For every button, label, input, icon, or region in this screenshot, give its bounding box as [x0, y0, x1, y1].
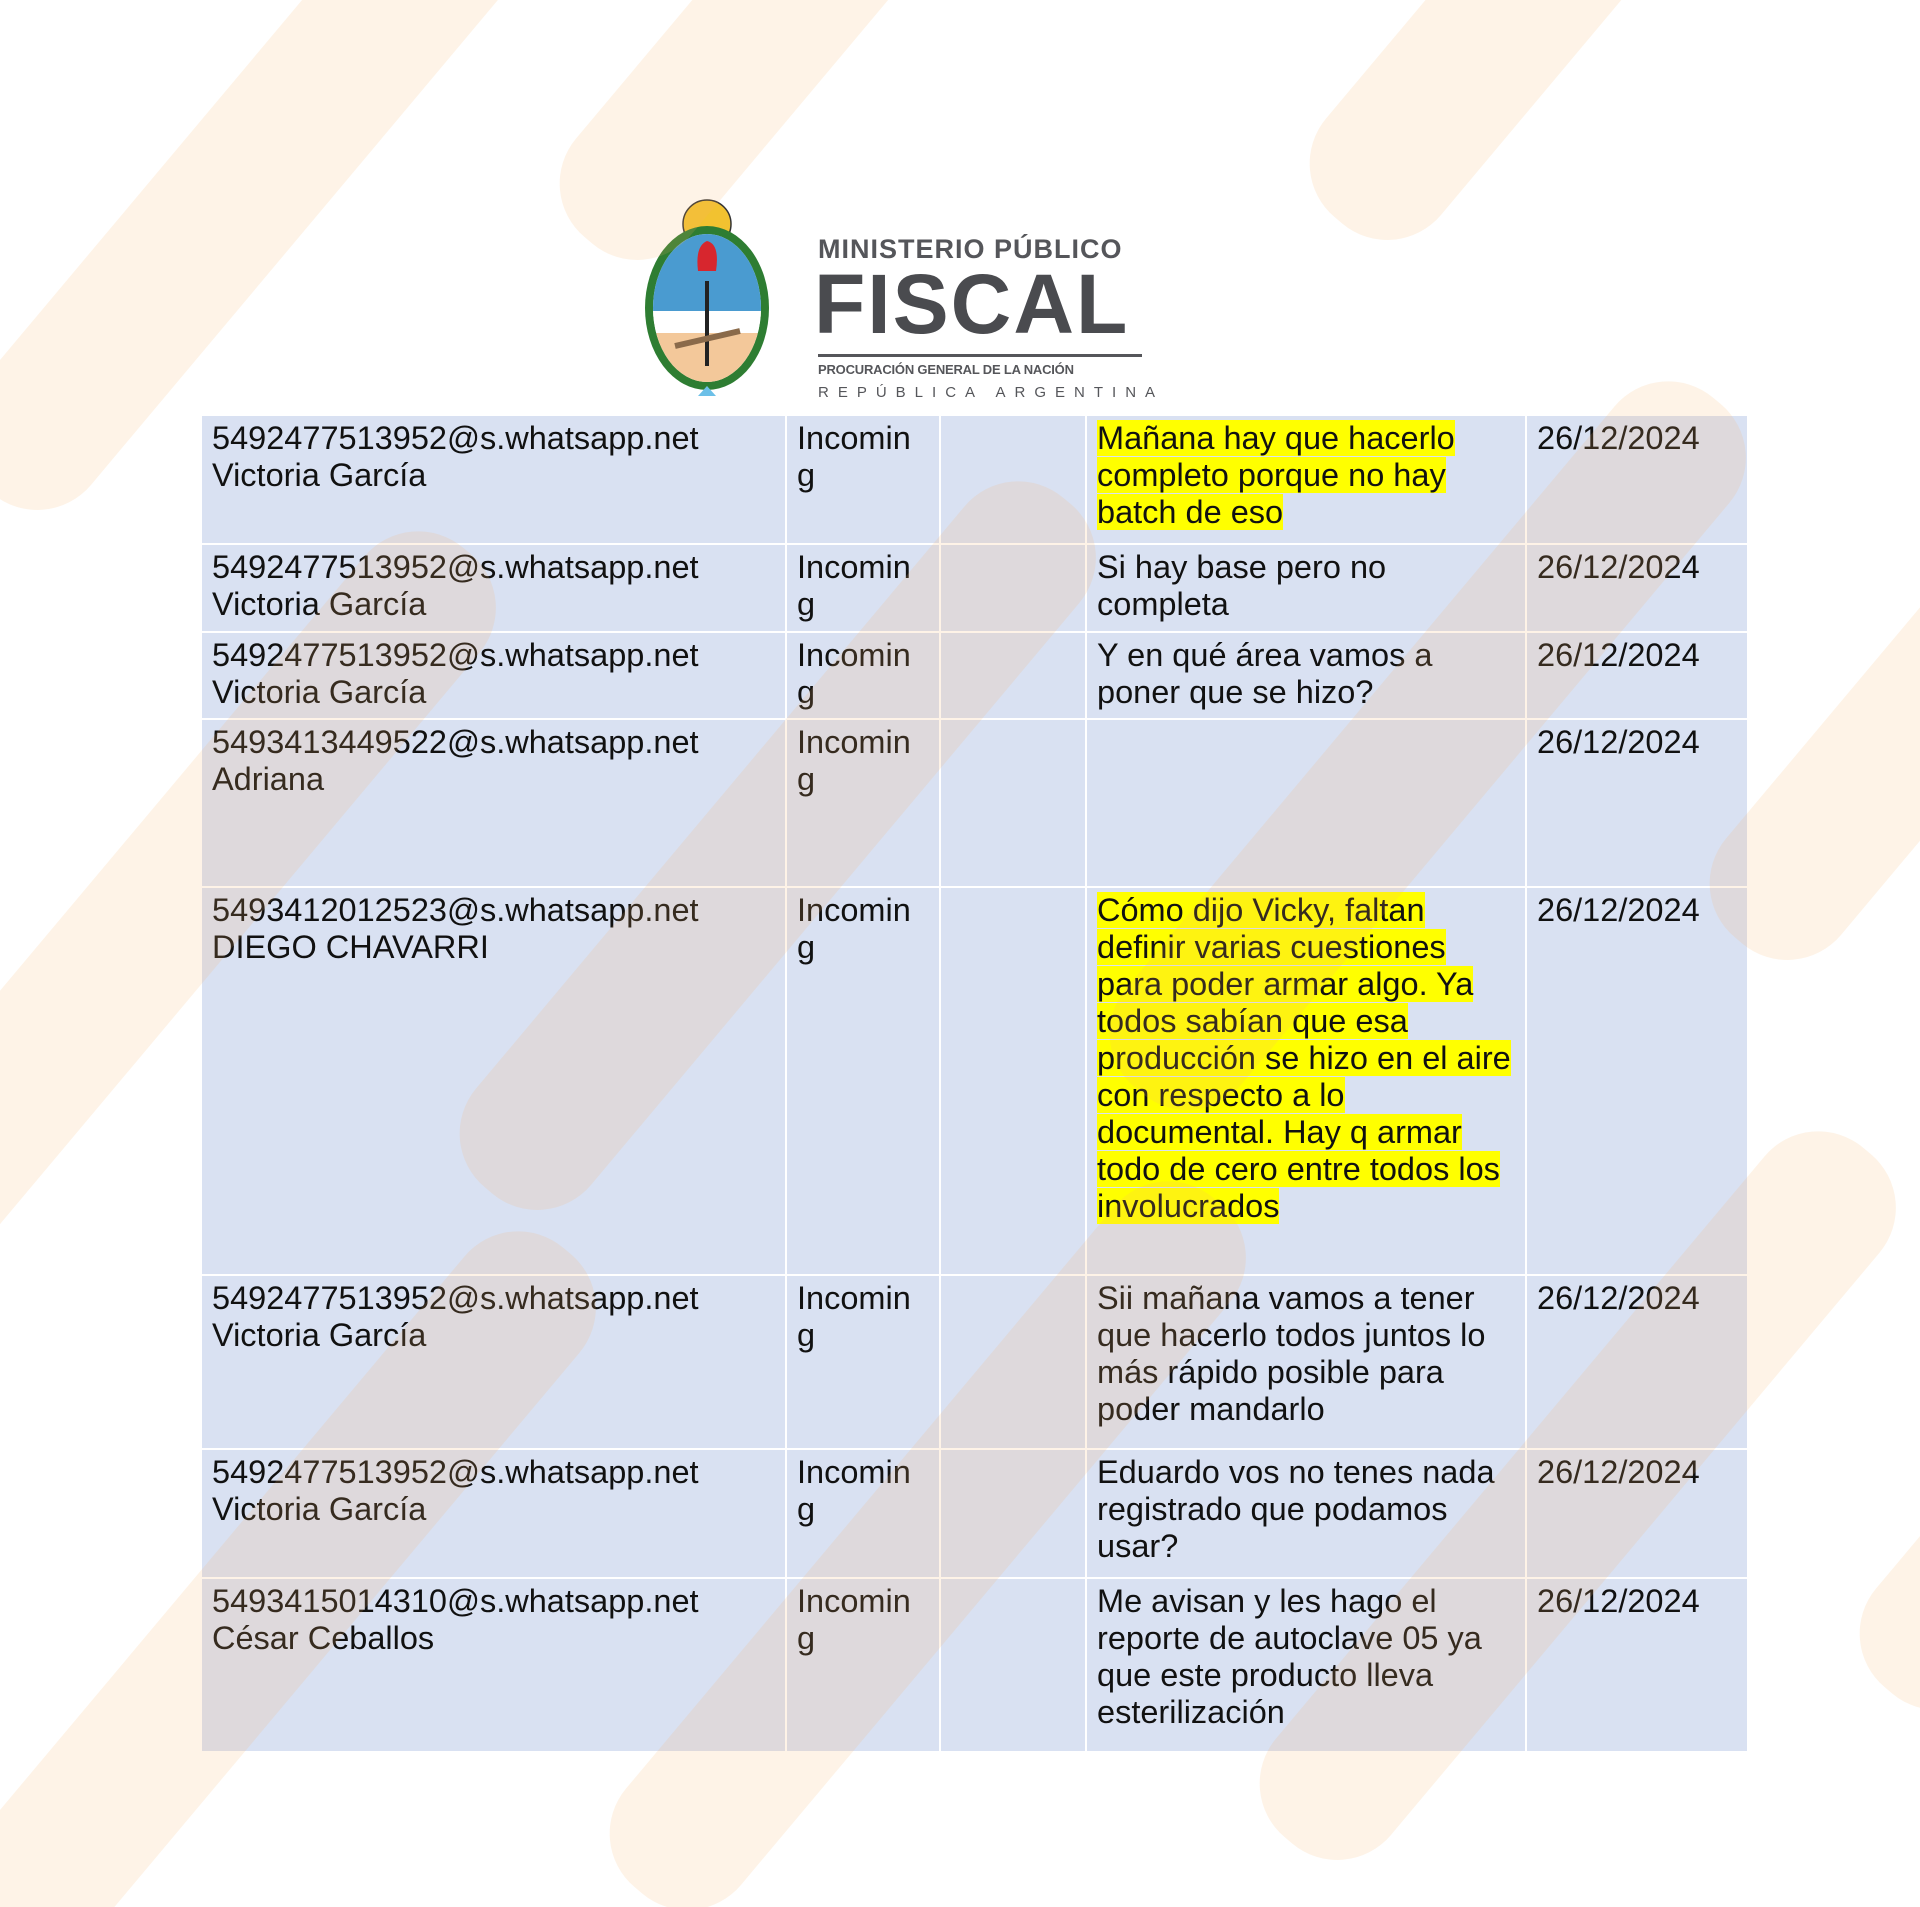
sender-cell	[202, 416, 786, 544]
watermark-band	[1831, 953, 1920, 1739]
table-row	[202, 719, 1747, 887]
empty-cell	[940, 416, 1086, 544]
message-text: Sii mañana vamos a tener que hacerlo todos juntos lo más rápido posible para poder mandarlo	[1097, 1280, 1486, 1427]
date-text: 26/12/2024	[1537, 724, 1700, 760]
direction-cell	[786, 544, 940, 632]
logo-ministerio-text: MINISTERIO PÚBLICO	[818, 234, 1123, 264]
empty-cell	[940, 632, 1086, 719]
direction-text: Incoming	[797, 549, 911, 622]
date-text: 26/12/2024	[1537, 420, 1700, 456]
date-text: 26/12/2024	[1537, 1280, 1700, 1316]
sender-cell	[202, 887, 786, 1275]
date-cell	[1526, 416, 1747, 544]
sender-id: 5492477513952@s.whatsapp.net	[212, 637, 699, 673]
table-row	[202, 1578, 1747, 1751]
direction-text: Incoming	[797, 1280, 911, 1353]
sender-name: Victoria García	[212, 674, 427, 710]
watermark-band	[1281, 0, 1920, 269]
direction-cell	[786, 1578, 940, 1751]
direction-text: Incoming	[797, 1454, 911, 1527]
message-text: Si hay base pero no completa	[1097, 549, 1387, 622]
date-text: 26/12/2024	[1537, 892, 1700, 928]
table-row	[202, 416, 1747, 544]
direction-text: Incoming	[797, 637, 911, 710]
sender-name: Victoria García	[212, 1317, 427, 1353]
date-text: 26/12/2024	[1537, 549, 1700, 585]
messages-table	[202, 416, 1747, 1751]
sender-id: 5493415014310@s.whatsapp.net	[212, 1583, 699, 1619]
logo-procuracion-text: PROCURACIÓN GENERAL DE LA NACIÓN	[818, 362, 1074, 377]
direction-cell	[786, 719, 940, 887]
sender-name: César Ceballos	[212, 1620, 435, 1656]
date-cell	[1526, 719, 1747, 887]
sender-cell	[202, 544, 786, 632]
message-text: Me avisan y les hago el reporte de autoclave 05 ya que este producto lleva esterilización	[1097, 1583, 1482, 1730]
table-row	[202, 1449, 1747, 1578]
sender-name: Victoria García	[212, 1491, 427, 1527]
sender-id: 5492477513952@s.whatsapp.net	[212, 1454, 699, 1490]
sender-name: DIEGO CHAVARRI	[212, 929, 489, 965]
date-cell	[1526, 1275, 1747, 1449]
logo-divider	[818, 354, 1142, 357]
message-cell	[1086, 632, 1526, 719]
direction-cell	[786, 632, 940, 719]
message-cell	[1086, 719, 1526, 887]
direction-text: Incoming	[797, 892, 911, 965]
direction-cell	[786, 1275, 940, 1449]
direction-text: Incoming	[797, 1583, 911, 1656]
empty-cell	[940, 544, 1086, 632]
direction-cell	[786, 887, 940, 1275]
sender-cell	[202, 1449, 786, 1578]
direction-text: Incoming	[797, 420, 911, 493]
empty-cell	[940, 1275, 1086, 1449]
date-cell	[1526, 1578, 1747, 1751]
table-row	[202, 1275, 1747, 1449]
empty-cell	[940, 1578, 1086, 1751]
sender-name: Adriana	[212, 761, 325, 797]
empty-cell	[940, 887, 1086, 1275]
direction-cell	[786, 416, 940, 544]
message-text: Cómo dijo Vicky, faltan definir varias cuestiones para poder armar algo. Ya todos sabían que esa producción se hizo en el aire con respecto a lo documental. Hay q armar todo de cero entre todos los involucrados	[1097, 892, 1511, 1224]
message-text: Mañana hay que hacerlo completo porque no hay batch de eso	[1097, 420, 1455, 530]
message-cell	[1086, 416, 1526, 544]
table-row	[202, 887, 1747, 1275]
sender-id: 5492477513952@s.whatsapp.net	[212, 420, 699, 456]
sender-id: 5492477513952@s.whatsapp.net	[212, 549, 699, 585]
table-row	[202, 544, 1747, 632]
message-text: Eduardo vos no tenes nada registrado que podamos usar?	[1097, 1454, 1495, 1564]
date-text: 26/12/2024	[1537, 1454, 1700, 1490]
logo-republica-text: REPÚBLICA ARGENTINA	[818, 384, 1165, 401]
message-cell	[1086, 887, 1526, 1275]
empty-cell	[940, 1449, 1086, 1578]
date-cell	[1526, 632, 1747, 719]
direction-text: Incoming	[797, 724, 911, 797]
ministerio-publico-fiscal-logo	[640, 196, 1165, 411]
argentina-coat-of-arms-icon	[640, 196, 775, 411]
sender-id: 5493413449522@s.whatsapp.net	[212, 724, 699, 760]
date-cell	[1526, 1449, 1747, 1578]
message-cell	[1086, 544, 1526, 632]
sender-name: Victoria García	[212, 457, 427, 493]
sender-id: 5492477513952@s.whatsapp.net	[212, 1280, 699, 1316]
sender-cell	[202, 719, 786, 887]
sender-name: Victoria García	[212, 586, 427, 622]
message-cell	[1086, 1449, 1526, 1578]
direction-cell	[786, 1449, 940, 1578]
sender-cell	[202, 1275, 786, 1449]
message-cell	[1086, 1275, 1526, 1449]
date-cell	[1526, 544, 1747, 632]
empty-cell	[940, 719, 1086, 887]
sender-cell	[202, 632, 786, 719]
table-row	[202, 632, 1747, 719]
message-text: Y en qué área vamos a poner que se hizo?	[1097, 637, 1433, 710]
sender-id: 5493412012523@s.whatsapp.net	[212, 892, 699, 928]
message-cell	[1086, 1578, 1526, 1751]
date-cell	[1526, 887, 1747, 1275]
sender-cell	[202, 1578, 786, 1751]
date-text: 26/12/2024	[1537, 637, 1700, 673]
logo-fiscal-text: FISCAL	[814, 257, 1130, 351]
date-text: 26/12/2024	[1537, 1583, 1700, 1619]
